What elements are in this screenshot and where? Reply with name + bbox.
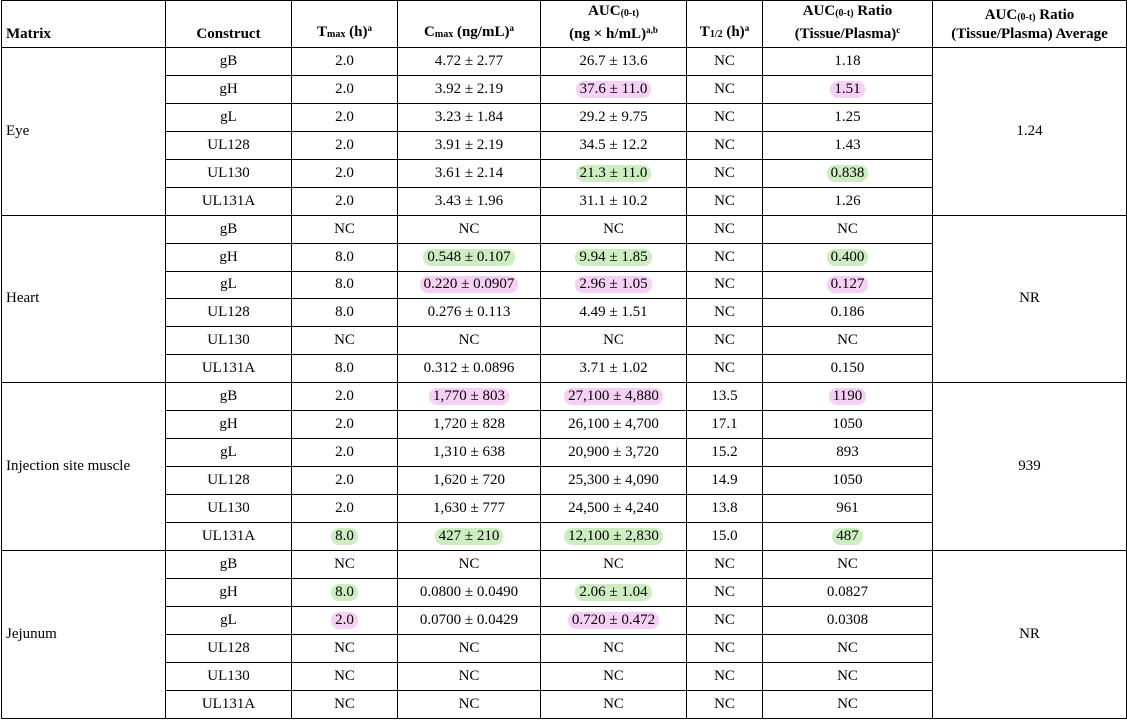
cmax-cell (398, 299, 541, 327)
thalf-cell (687, 662, 763, 690)
tmax-cell (292, 355, 398, 383)
cmax-value: 3.91 ± 2.19 (434, 136, 504, 153)
matrix-cell: Eye (2, 48, 166, 216)
tmax-value: 2.0 (335, 388, 354, 405)
auc-highlight: 2.06 ± 1.04 (575, 584, 651, 601)
cmax-value: 1,720 ± 828 (433, 416, 505, 433)
cmax-cell (398, 522, 541, 550)
tmax-value: 2.0 (335, 80, 354, 97)
auc-cell (541, 243, 687, 271)
ratio-value: 1.26 (834, 192, 861, 209)
cmax-value: 1,630 ± 777 (433, 499, 505, 516)
pk-table (1, 0, 1127, 719)
cmax-cell (398, 103, 541, 131)
tmax-cell (292, 662, 398, 690)
thalf-cell (687, 411, 763, 439)
cmax-cell (398, 578, 541, 606)
ratio-cell (763, 690, 933, 718)
ratio-cell (763, 75, 933, 103)
thalf-cell (687, 131, 763, 159)
tmax-value: 2.0 (335, 52, 354, 69)
construct-cell: UL128 (166, 467, 292, 495)
thalf-value: NC (714, 360, 735, 377)
tmax-cell (292, 578, 398, 606)
tmax-value: 8.0 (335, 248, 354, 265)
thalf-cell (687, 103, 763, 131)
thalf-value: NC (714, 220, 735, 237)
cmax-value: NC (458, 667, 480, 684)
construct-cell: gH (166, 578, 292, 606)
construct-cell: gB (166, 383, 292, 411)
cmax-highlight: 427 ± 210 (435, 528, 504, 545)
auc-cell (541, 299, 687, 327)
ratio-cell (763, 522, 933, 550)
construct-cell: UL128 (166, 131, 292, 159)
thalf-cell (687, 578, 763, 606)
ratio-cell (763, 411, 933, 439)
auc-value: NC (603, 555, 624, 572)
auc-highlight: 2.96 ± 1.05 (575, 276, 651, 293)
auc-highlight: 27,100 ± 4,880 (564, 388, 663, 405)
thalf-value: NC (714, 667, 735, 684)
auc-value: NC (603, 639, 624, 656)
thalf-cell (687, 75, 763, 103)
cmax-cell (398, 243, 541, 271)
thalf-value: NC (714, 136, 735, 153)
auc-value: 24,500 ± 4,240 (568, 499, 659, 516)
auc-value: 26.7 ± 13.6 (579, 52, 648, 69)
ratio-cell (763, 467, 933, 495)
thalf-cell (687, 522, 763, 550)
ratio-value: 0.0308 (826, 611, 869, 628)
thalf-value: NC (714, 332, 735, 349)
thalf-cell (687, 606, 763, 634)
tmax-cell (292, 383, 398, 411)
cmax-cell (398, 439, 541, 467)
tmax-value: 8.0 (335, 304, 354, 321)
cmax-cell (398, 327, 541, 355)
tmax-cell (292, 327, 398, 355)
cmax-value: NC (458, 695, 480, 712)
thalf-value: NC (714, 583, 735, 600)
auc-cell (541, 131, 687, 159)
ratio-average-cell: 939 (933, 383, 1127, 551)
cmax-cell (398, 606, 541, 634)
construct-cell: gB (166, 48, 292, 76)
ratio-value: NC (837, 695, 858, 712)
thalf-cell (687, 467, 763, 495)
construct-cell: UL128 (166, 299, 292, 327)
cmax-cell (398, 48, 541, 76)
ratio-value: NC (837, 555, 858, 572)
tmax-value: 8.0 (335, 360, 354, 377)
auc-value: NC (603, 667, 624, 684)
ratio-highlight: 487 (832, 528, 863, 545)
tmax-cell (292, 75, 398, 103)
thalf-value: 13.8 (711, 499, 738, 516)
thalf-cell (687, 187, 763, 215)
auc-value: 31.1 ± 10.2 (579, 192, 648, 209)
cmax-value: NC (458, 639, 480, 656)
tmax-cell (292, 103, 398, 131)
auc-highlight: 37.6 ± 11.0 (576, 81, 652, 98)
construct-cell: UL131A (166, 187, 292, 215)
auc-highlight: 21.3 ± 11.0 (576, 165, 652, 182)
auc-cell (541, 439, 687, 467)
cmax-cell (398, 467, 541, 495)
ratio-average-cell: NR (933, 215, 1127, 383)
thalf-cell (687, 634, 763, 662)
ratio-cell (763, 131, 933, 159)
cmax-cell (398, 411, 541, 439)
ratio-value: 1.25 (834, 108, 861, 125)
cmax-cell (398, 159, 541, 187)
ratio-cell (763, 355, 933, 383)
thalf-value: NC (714, 695, 735, 712)
tmax-value: NC (334, 639, 355, 656)
thalf-value: NC (714, 80, 735, 97)
ratio-cell (763, 495, 933, 523)
tmax-cell (292, 467, 398, 495)
auc-value: 20,900 ± 3,720 (568, 444, 659, 461)
ratio-cell (763, 299, 933, 327)
tmax-cell (292, 243, 398, 271)
header-matrix: Matrix (2, 1, 166, 48)
cmax-highlight: 0.548 ± 0.107 (423, 249, 514, 266)
ratio-value: NC (837, 667, 858, 684)
cmax-value: 3.92 ± 2.19 (434, 80, 504, 97)
thalf-cell (687, 383, 763, 411)
thalf-cell (687, 48, 763, 76)
auc-cell (541, 495, 687, 523)
tmax-highlight: 8.0 (331, 528, 358, 545)
tmax-value: NC (334, 220, 355, 237)
thalf-value: 15.2 (711, 444, 738, 461)
cmax-cell (398, 634, 541, 662)
tmax-value: NC (334, 555, 355, 572)
cmax-value: 0.312 ± 0.0896 (423, 360, 515, 377)
tmax-cell (292, 299, 398, 327)
tmax-cell (292, 271, 398, 299)
auc-cell (541, 383, 687, 411)
tmax-cell (292, 439, 398, 467)
table-row (2, 383, 1127, 411)
tmax-value: 2.0 (335, 499, 354, 516)
auc-cell (541, 187, 687, 215)
ratio-cell (763, 159, 933, 187)
ratio-highlight: 0.127 (827, 276, 869, 293)
auc-highlight: 0.720 ± 0.472 (568, 612, 659, 629)
construct-cell: gB (166, 215, 292, 243)
ratio-value: 1050 (832, 416, 863, 433)
cmax-cell (398, 383, 541, 411)
construct-cell: UL131A (166, 690, 292, 718)
cmax-value: NC (458, 332, 480, 349)
ratio-value: 961 (836, 499, 859, 516)
ratio-cell (763, 578, 933, 606)
ratio-value: 1050 (832, 472, 863, 489)
construct-cell: gB (166, 550, 292, 578)
cmax-highlight: 1,770 ± 803 (429, 388, 509, 405)
table-row (2, 48, 1127, 76)
ratio-cell (763, 243, 933, 271)
tmax-cell (292, 495, 398, 523)
tmax-cell (292, 215, 398, 243)
auc-value: 26,100 ± 4,700 (568, 416, 659, 433)
construct-cell: UL131A (166, 355, 292, 383)
ratio-cell (763, 550, 933, 578)
construct-cell: UL130 (166, 495, 292, 523)
cmax-cell (398, 215, 541, 243)
table-row (2, 215, 1127, 243)
ratio-highlight: 1190 (829, 388, 866, 405)
ratio-value: 0.0827 (826, 583, 869, 600)
auc-value: NC (603, 220, 624, 237)
construct-cell: UL130 (166, 327, 292, 355)
table-body (2, 48, 1127, 719)
thalf-cell (687, 271, 763, 299)
thalf-cell (687, 439, 763, 467)
header-cmax: Cmax $(ng/mL)^a$ (398, 1, 541, 48)
thalf-value: 14.9 (711, 472, 738, 489)
tmax-value: 2.0 (335, 136, 354, 153)
header-ratio-average: AUC(0-t) Ratio (Tissue/Plasma) Average (933, 1, 1127, 48)
thalf-value: NC (714, 192, 735, 209)
tmax-highlight: 2.0 (331, 612, 358, 629)
auc-cell (541, 411, 687, 439)
thalf-cell (687, 299, 763, 327)
thalf-value: NC (714, 164, 735, 181)
construct-cell: gH (166, 75, 292, 103)
cmax-value: 0.276 ± 0.113 (427, 304, 511, 321)
ratio-cell (763, 662, 933, 690)
thalf-value: NC (714, 555, 735, 572)
auc-cell (541, 467, 687, 495)
construct-cell: UL131A (166, 522, 292, 550)
thalf-value: NC (714, 276, 735, 293)
thalf-cell (687, 690, 763, 718)
tmax-cell (292, 606, 398, 634)
cmax-cell (398, 495, 541, 523)
auc-cell (541, 327, 687, 355)
tmax-cell (292, 187, 398, 215)
tmax-value: NC (334, 695, 355, 712)
auc-cell (541, 159, 687, 187)
cmax-cell (398, 550, 541, 578)
matrix-cell: Heart (2, 215, 166, 383)
construct-cell: gL (166, 271, 292, 299)
construct-cell: UL130 (166, 662, 292, 690)
ratio-cell (763, 103, 933, 131)
construct-cell: gL (166, 439, 292, 467)
cmax-cell (398, 75, 541, 103)
auc-value: NC (603, 332, 624, 349)
thalf-value: 17.1 (711, 416, 738, 433)
tmax-value: 2.0 (335, 416, 354, 433)
tmax-value: NC (334, 667, 355, 684)
tmax-cell (292, 634, 398, 662)
cmax-value: NC (458, 220, 480, 237)
header-auc: AUC(0-t) (ng × h/mL)$^{a,b}$ (541, 1, 687, 48)
ratio-value: 1.18 (834, 52, 861, 69)
thalf-cell (687, 215, 763, 243)
ratio-cell (763, 439, 933, 467)
auc-cell (541, 606, 687, 634)
construct-cell: UL130 (166, 159, 292, 187)
tmax-value: 2.0 (335, 472, 354, 489)
header-ratio: AUC(0-t) Ratio (Tissue/Plasma)$^c$ (763, 1, 933, 48)
cmax-value: 3.23 ± 1.84 (434, 108, 504, 125)
thalf-cell (687, 355, 763, 383)
thalf-cell (687, 495, 763, 523)
cmax-highlight: 0.220 ± 0.0907 (420, 276, 519, 293)
thalf-value: NC (714, 248, 735, 265)
thalf-value: NC (714, 639, 735, 656)
table-row (2, 550, 1127, 578)
tmax-value: 2.0 (335, 164, 354, 181)
ratio-average-cell: NR (933, 550, 1127, 718)
thalf-value: 13.5 (711, 388, 738, 405)
ratio-cell (763, 606, 933, 634)
header-tmax: Tmax $(h)^a$ (292, 1, 398, 48)
ratio-cell (763, 634, 933, 662)
tmax-cell (292, 522, 398, 550)
construct-cell: gH (166, 411, 292, 439)
auc-value: 34.5 ± 12.2 (579, 136, 648, 153)
thalf-cell (687, 327, 763, 355)
matrix-cell: Injection site muscle (2, 383, 166, 551)
cmax-cell (398, 690, 541, 718)
auc-cell (541, 355, 687, 383)
ratio-value: NC (837, 220, 858, 237)
tmax-value: 2.0 (335, 108, 354, 125)
cmax-cell (398, 187, 541, 215)
ratio-value: 0.150 (830, 360, 865, 377)
construct-cell: gH (166, 243, 292, 271)
thalf-value: 15.0 (711, 527, 738, 544)
auc-cell (541, 634, 687, 662)
auc-cell (541, 550, 687, 578)
cmax-value: 4.72 ± 2.77 (434, 52, 504, 69)
ratio-cell (763, 271, 933, 299)
construct-cell: gL (166, 103, 292, 131)
auc-value: 4.49 ± 1.51 (579, 304, 648, 321)
thalf-value: NC (714, 52, 735, 69)
tmax-value: NC (334, 332, 355, 349)
auc-value: 25,300 ± 4,090 (568, 472, 659, 489)
cmax-cell (398, 355, 541, 383)
auc-cell (541, 215, 687, 243)
ratio-cell (763, 215, 933, 243)
ratio-value: 893 (836, 444, 859, 461)
auc-cell (541, 690, 687, 718)
cmax-value: 1,310 ± 638 (433, 444, 505, 461)
header-thalf: T1/2 $(h)^a$ (687, 1, 763, 48)
auc-value: NC (603, 695, 624, 712)
ratio-value: NC (837, 332, 858, 349)
construct-cell: gL (166, 606, 292, 634)
auc-cell (541, 271, 687, 299)
tmax-cell (292, 550, 398, 578)
ratio-value: 0.186 (830, 304, 865, 321)
tmax-value: 2.0 (335, 444, 354, 461)
thalf-value: NC (714, 304, 735, 321)
auc-cell (541, 103, 687, 131)
ratio-cell (763, 383, 933, 411)
thalf-cell (687, 550, 763, 578)
auc-highlight: 12,100 ± 2,830 (564, 528, 663, 545)
tmax-value: 2.0 (335, 192, 354, 209)
auc-value: 29.2 ± 9.75 (579, 108, 648, 125)
tmax-cell (292, 159, 398, 187)
ratio-value: 1.43 (834, 136, 861, 153)
auc-value: 3.71 ± 1.02 (579, 360, 648, 377)
cmax-value: 0.0700 ± 0.0429 (419, 611, 519, 628)
cmax-cell (398, 271, 541, 299)
ratio-average-cell: 1.24 (933, 48, 1127, 216)
ratio-cell (763, 48, 933, 76)
tmax-cell (292, 411, 398, 439)
auc-highlight: 9.94 ± 1.85 (575, 249, 651, 266)
thalf-cell (687, 243, 763, 271)
cmax-value: NC (458, 555, 480, 572)
ratio-highlight: 0.838 (827, 165, 869, 182)
tmax-highlight: 8.0 (331, 584, 358, 601)
auc-cell (541, 75, 687, 103)
auc-cell (541, 578, 687, 606)
construct-cell: UL128 (166, 634, 292, 662)
cmax-value: 3.43 ± 1.96 (434, 192, 504, 209)
cmax-value: 1,620 ± 720 (433, 472, 505, 489)
thalf-value: NC (714, 108, 735, 125)
cmax-value: 3.61 ± 2.14 (434, 164, 504, 181)
cmax-cell (398, 662, 541, 690)
tmax-cell (292, 690, 398, 718)
cmax-value: 0.0800 ± 0.0490 (419, 583, 519, 600)
tmax-value: 8.0 (335, 276, 354, 293)
auc-cell (541, 662, 687, 690)
header-row (2, 1, 1127, 48)
ratio-cell (763, 327, 933, 355)
ratio-value: NC (837, 639, 858, 656)
thalf-cell (687, 159, 763, 187)
tmax-cell (292, 48, 398, 76)
ratio-highlight: 0.400 (827, 249, 869, 266)
header-construct: Construct (166, 1, 292, 48)
ratio-highlight: 1.51 (830, 81, 864, 98)
thalf-value: NC (714, 611, 735, 628)
auc-cell (541, 522, 687, 550)
tmax-cell (292, 131, 398, 159)
auc-cell (541, 48, 687, 76)
matrix-cell: Jejunum (2, 550, 166, 718)
cmax-cell (398, 131, 541, 159)
ratio-cell (763, 187, 933, 215)
